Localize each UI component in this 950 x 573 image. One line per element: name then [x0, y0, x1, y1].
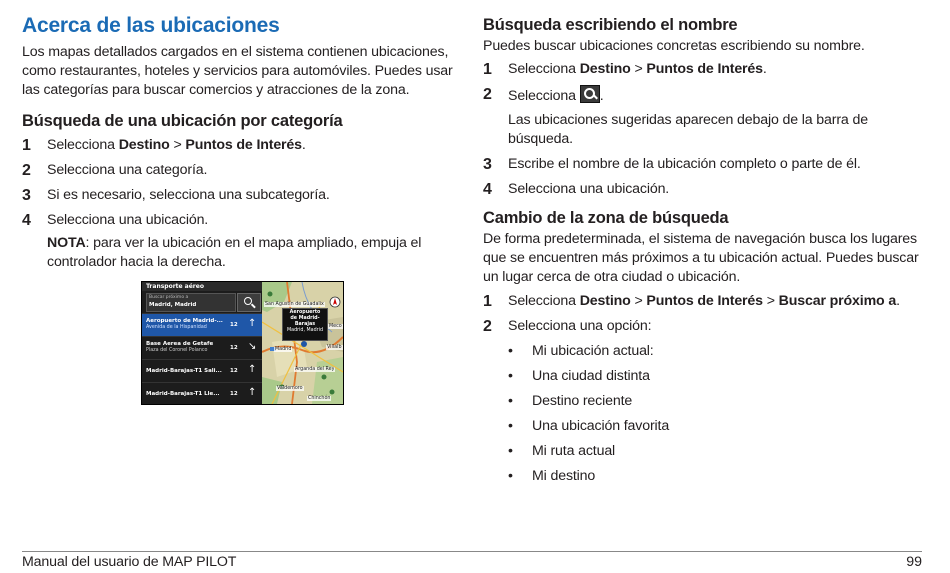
step-3: 3 Si es necesario, selecciona una subcategoría. [22, 187, 330, 204]
footer-divider [22, 551, 922, 552]
step-number: 1 [22, 137, 31, 154]
step-1: 1 Selecciona Destino > Puntos de Interés > Buscar próximo a. [483, 293, 900, 310]
direction-arrow-icon: ↘ [248, 341, 257, 352]
step-2: 2 Selecciona una opción: [483, 318, 652, 335]
option-list [483, 342, 923, 486]
map-callout: Aeropuerto de Madrid- Barajas Madrid, Madrid [282, 308, 328, 341]
search-area-steps [483, 292, 923, 336]
map-label: Chinchón [308, 396, 331, 401]
section1-intro: Puedes buscar ubicaciones concretas escribiendo su nombre. [483, 38, 865, 54]
menu-puntos-de-interes: Puntos de Interés [185, 137, 302, 153]
step-number: 3 [22, 187, 31, 204]
list-item[interactable]: Madrid-Barajas-T1 Sali... 12 ↑ [142, 359, 262, 383]
intro-paragraph: Los mapas detallados cargados en el sistema contienen ubicaciones, como restaurantes, hoteles y servicios para automóviles. Puedes usar las categorías para buscar comercios y atracciones de la zona. [22, 44, 453, 98]
direction-arrow-icon: ↑ [248, 318, 257, 329]
list-item: • Mi ubicación actual: [508, 342, 923, 361]
search-icon[interactable] [237, 293, 261, 312]
section-title-search-area: Cambio de la zona de búsqueda [483, 209, 729, 227]
map-label: Valdemoro [277, 386, 303, 391]
menu-destino: Destino [579, 293, 631, 309]
map-label: San Agustín de Guadalix [265, 302, 324, 307]
menu-puntos-de-interes: Puntos de Interés [646, 293, 763, 309]
direction-arrow-icon: ↑ [248, 364, 257, 375]
menu-destino: Destino [118, 137, 170, 153]
search-icon [580, 85, 600, 103]
list-item: • Destino reciente [508, 392, 923, 411]
list-item[interactable]: Aeropuerto de Madrid-... Avenida de la Hispanidad 12 ↑ [142, 313, 262, 337]
device-screenshot [141, 281, 344, 405]
note-text: : para ver la ubicación en el mapa ampliado, empuja el controlador hacia la derecha. [47, 235, 422, 270]
map-label: Villalb [327, 345, 342, 350]
search-near-value: Madrid, Madrid [149, 302, 197, 308]
map-label: Meco [329, 324, 342, 329]
category-steps [22, 136, 462, 230]
step-2-note: Las ubicaciones sugeridas aparecen debajo de la barra de búsqueda. [508, 112, 868, 147]
left-column [22, 12, 462, 272]
menu-puntos-de-interes: Puntos de Interés [646, 61, 763, 77]
step-1: 1 Selecciona Destino > Puntos de Interés. [483, 61, 767, 78]
step-number: 4 [22, 212, 31, 229]
step-number: 2 [22, 162, 31, 179]
step-3: 3 Escribe el nombre de la ubicación completo o parte de él. [483, 156, 861, 173]
list-item: • Mi ruta actual [508, 442, 923, 461]
step-2: 2 Selecciona . [483, 86, 604, 104]
step-4: 4 Selecciona una ubicación. [483, 181, 670, 198]
list-item[interactable]: Madrid-Barajas-T1 Lle... 12 ↑ [142, 382, 262, 405]
section2-intro: De forma predeterminada, el sistema de navegación busca los lugares que se encuentren más próximos a tu ubicación actual. Puedes buscar un lugar cerca de otra ciudad o ubicación. [483, 231, 919, 285]
search-near-label: Buscar próximo a [149, 295, 189, 300]
menu-buscar-proximo-a: Buscar próximo a [778, 293, 897, 309]
section-title-category: Búsqueda de una ubicación por categoría [22, 112, 343, 130]
poi-list-panel [142, 282, 262, 404]
page-number: 99 [906, 554, 922, 570]
step-2: 2 Selecciona una categoría. [22, 162, 208, 179]
search-near-field[interactable] [146, 293, 236, 312]
footer-manual-title: Manual del usuario de MAP PILOT [22, 554, 237, 570]
direction-arrow-icon: ↑ [248, 387, 257, 398]
note-label: NOTA [47, 235, 86, 251]
list-item: • Una ciudad distinta [508, 367, 923, 386]
name-search-steps [483, 60, 923, 106]
name-search-steps-cont [483, 155, 923, 199]
note [22, 234, 462, 272]
map-label: Arganda del Rey [295, 367, 335, 372]
list-item: • Una ubicación favorita [508, 417, 923, 436]
list-item: • Mi destino [508, 467, 923, 486]
list-item[interactable]: Base Aerea de Getafe Plaza del Coronel Polanco 12 ↘ [142, 336, 262, 360]
right-column [483, 14, 923, 492]
step-1: 1 Selecciona Destino > Puntos de Interés. [22, 137, 306, 154]
step-4: 4 Selecciona una ubicación. [22, 212, 209, 229]
menu-destino: Destino [579, 61, 631, 77]
category-header: Transporte aéreo [142, 282, 262, 291]
page-title: Acerca de las ubicaciones [22, 14, 280, 37]
map-label: Madrid [275, 347, 292, 352]
section-title-name-search: Búsqueda escribiendo el nombre [483, 16, 738, 34]
